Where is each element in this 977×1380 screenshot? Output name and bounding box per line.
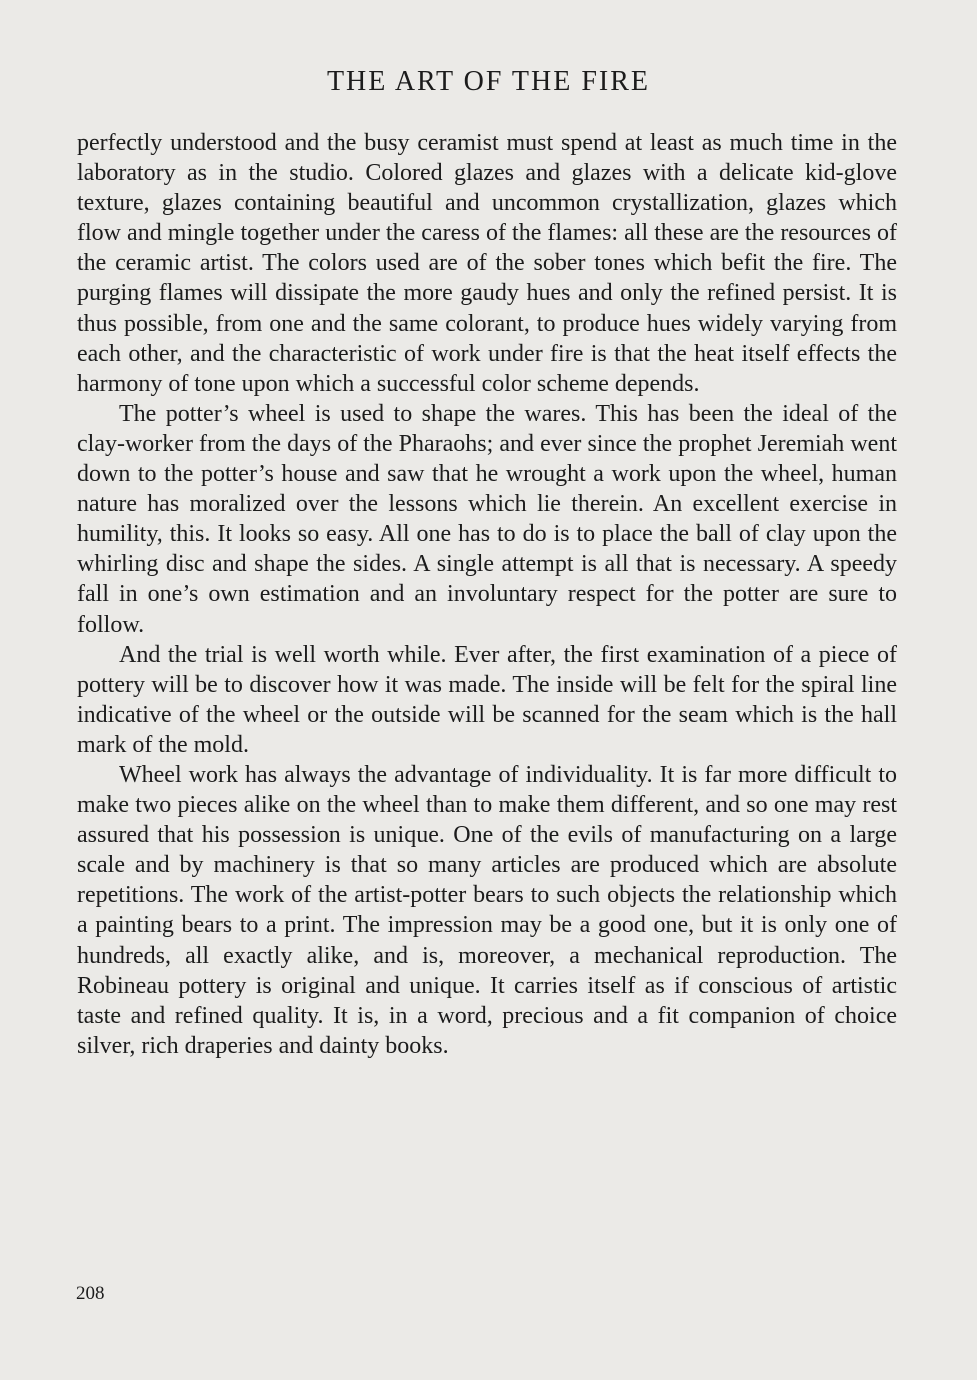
paragraph-wheel-work: Wheel work has always the advantage of individuality. It is far more difficult to make two pieces alike on the wheel than to make them different, and so one may rest assured that his possession is unique. One of the evils of manufacturing on a large scale and by machinery is that so many articles are produced which are absolute repetitions. The work of the artist-potter bears to such objects the relationship which a painting bears to a print. The impression may be a good one, but it is only one of hundreds, all exactly alike, and is, moreover, a mechanical reproduction. The Robineau pottery is original and unique. It carries itself as if conscious of artistic taste and refined quality. It is, in a word, precious and a fit companion of choice silver, rich draperies and dainty books. (77, 761, 897, 1059)
page-number: 208 (76, 1283, 105, 1304)
body-text (77, 128, 897, 1061)
running-head: THE ART OF THE FIRE (326, 66, 651, 97)
paragraph-continued: perfectly understood and the busy ceramist must spend at least as much time in the laboratory as in the studio. Colored glazes and glazes with a delicate kid-glove texture, glazes containing beautiful and uncommon crystallization, glazes which flow and mingle together under the caress of the flames: all these are the resources of the ceramic artist. The colors used are of the sober tones which befit the fire. The purging flames will dissipate the more gaudy hues and only the refined persist. It is thus possible, from one and the same colorant, to produce hues widely varying from each other, and the characteristic of work under fire is that the heat itself effects the harmony of tone upon which a successful color scheme depends. (77, 130, 897, 397)
paragraph-potters-wheel: The potter’s wheel is used to shape the wares. This has been the ideal of the clay-worker from the days of the Pharaohs; and ever since the prophet Jeremiah went down to the potter’s house and saw that he wrought a work upon the wheel, human nature has moralized over the lessons which lie therein. An excellent exercise in humility, this. It looks so easy. All one has to do is to place the ball of clay upon the whirling disc and shape the sides. A single attempt is all that is necessary. A speedy fall in one’s own estimation and an involuntary respect for the potter are sure to follow. (77, 400, 897, 638)
paragraph-trial: And the trial is well worth while. Ever after, the first examination of a piece of pottery will be to discover how it was made. The inside will be felt for the spiral line indicative of the wheel or the outside will be scanned for the seam which is the hall mark of the mold. (77, 641, 897, 758)
